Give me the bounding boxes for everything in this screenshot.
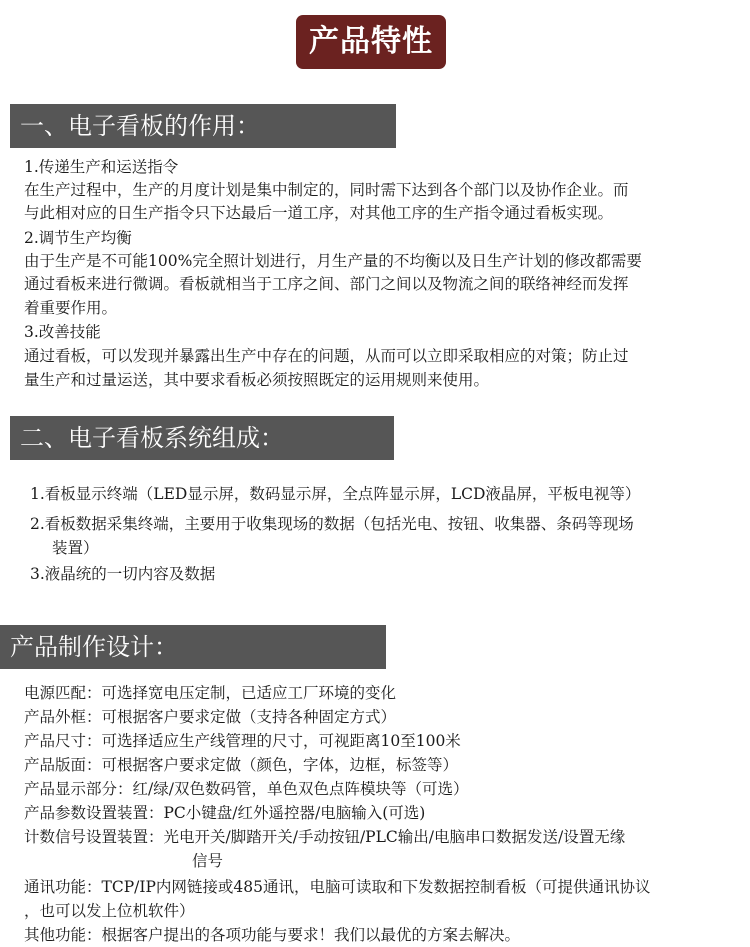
spec-line-continuation: 信号 [192,852,224,870]
spec-line: 产品参数设置装置：PC小键盘/红外遥控器/电脑输入(可选) [24,804,426,822]
spec-line: 其他功能：根据客户提出的各项功能与要求！我们以最优的方案去解决。 [24,926,521,944]
section-heading-design: 产品制作设计： [0,625,386,669]
list-item: 3.液晶统的一切内容及数据 [30,565,216,583]
spec-line: 产品显示部分：红/绿/双色数码管，单色双色点阵模块等（可选） [24,780,469,798]
spec-line: 计数信号设置装置：光电开关/脚踏开关/手动按钮/PLC输出/电脑串口数据发送/设置无缘 [24,828,626,846]
list-item: 2.看板数据采集终端，主要用于收集现场的数据（包括光电、按钮、收集器、条码等现场 [30,515,634,533]
spec-line: 通讯功能：TCP/IP内网链接或485通讯，电脑可读取和下发数据控制看板（可提供通讯协议 [24,878,651,896]
body-line: 量生产和过量运送，其中要求看板必须按照既定的运用规则来使用。 [24,371,490,389]
point-heading: 3.改善技能 [24,323,101,341]
body-line: 着重要作用。 [24,299,118,317]
spec-line: 产品尺寸：可选择适应生产线管理的尺寸，可视距离10至100米 [24,732,461,750]
spec-line: 产品版面：可根据客户要求定做（颜色，字体，边框，标签等） [24,756,459,774]
body-line: 在生产过程中，生产的月度计划是集中制定的，同时需下达到各个部门以及协作企业。而 [24,181,629,199]
page-title-badge: 产品特性 [296,15,446,69]
section-heading-composition: 二、电子看板系统组成： [10,416,394,460]
list-item: 1.看板显示终端（LED显示屏，数码显示屏，全点阵显示屏，LCD液晶屏，平板电视等） [30,485,641,503]
spec-line: 电源匹配：可选择宽电压定制，已适应工厂环境的变化 [24,684,397,702]
spec-line: 产品外框：可根据客户要求定做（支持各种固定方式） [24,708,397,726]
point-heading: 2.调节生产均衡 [24,229,132,247]
spec-line-continuation: ，也可以发上位机软件） [24,902,195,920]
body-line: 与此相对应的日生产指令只下达最后一道工序，对其他工序的生产指令通过看板实现。 [24,204,614,222]
point-heading: 1.传递生产和运送指令 [24,158,179,176]
list-item-continuation: 装置） [52,539,99,557]
section-heading-purpose: 一、电子看板的作用： [10,104,396,148]
body-line: 通过看板来进行微调。看板就相当于工序之间、部门之间以及物流之间的联络神经而发挥 [24,275,629,293]
body-line: 由于生产是不可能100%完全照计划进行，月生产量的不均衡以及日生产计划的修改都需要 [24,252,642,270]
body-line: 通过看板，可以发现并暴露出生产中存在的问题，从而可以立即采取相应的对策；防止过 [24,347,629,365]
